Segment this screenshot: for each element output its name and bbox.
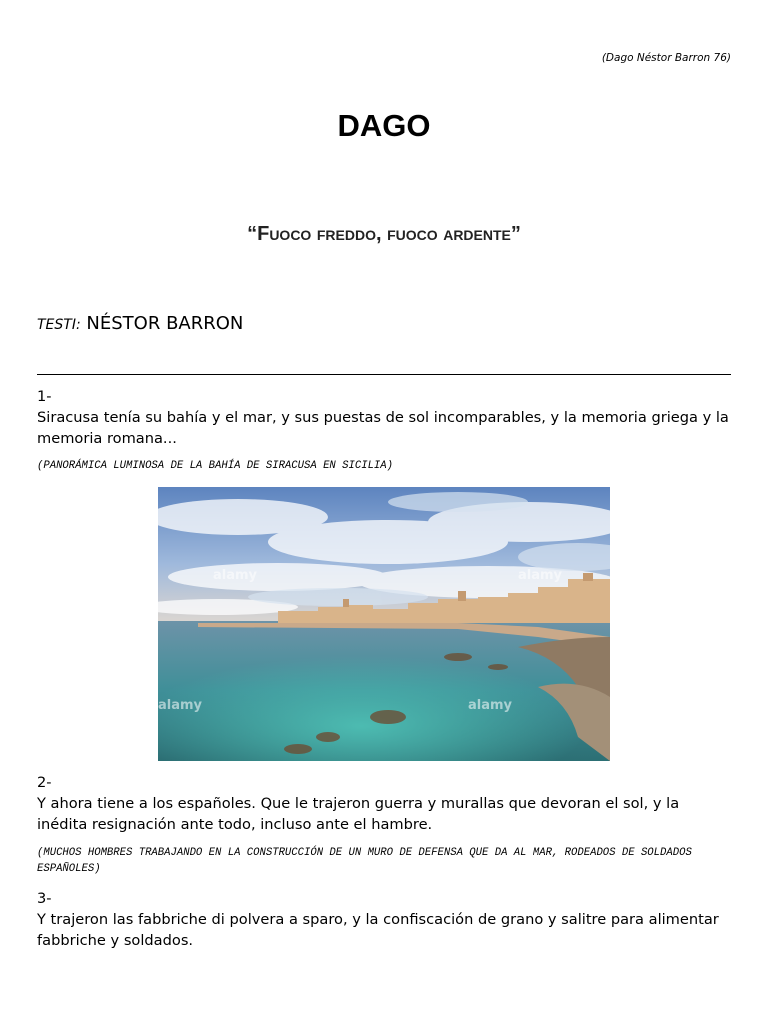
document-title: DAGO <box>337 108 431 143</box>
scene-number: 3- <box>37 890 52 907</box>
scene-1 <box>37 386 731 449</box>
header-note: (Dago Néstor Barron 76) <box>601 52 731 64</box>
divider <box>37 374 731 375</box>
stage-direction: (MUCHOS HOMBRES TRABAJANDO EN LA CONSTRUCCIÓN DE UN MURO DE DEFENSA QUE DA AL MAR, RODEADOS DE SOLDADOS ESPAÑOLES) <box>37 847 692 875</box>
scene-text: Y ahora tiene a los españoles. Que le trajeron guerra y murallas que devoran el sol, y la inédita resignación ante todo, incluso ante el hambre. <box>37 795 680 833</box>
watermark-text: alamy <box>213 568 258 583</box>
watermark-text: alamy <box>468 698 513 713</box>
watermark-text: alamy <box>518 568 563 583</box>
author-line <box>37 313 243 334</box>
scene-2 <box>37 772 731 835</box>
scene-text: Siracusa tenía su bahía y el mar, y sus puestas de sol incomparables, y la memoria griega y la memoria romana... <box>37 409 729 447</box>
siracusa-bay-photo <box>158 487 610 761</box>
scene-number: 1- <box>37 388 52 405</box>
watermark-text: alamy <box>158 698 203 713</box>
scene-text: Y trajeron las fabbriche di polvera a sparo, y la confiscación de grano y salitre para alimentar fabbriche y soldados. <box>37 911 719 949</box>
scene-3 <box>37 888 731 951</box>
author-label: TESTI: <box>37 317 81 333</box>
scene-number: 2- <box>37 774 52 791</box>
document-subtitle: “Fuoco freddo, fuoco ardente” <box>247 223 521 245</box>
stage-direction: (PANORÁMICA LUMINOSA DE LA BAHÍA DE SIRACUSA EN SICILIA) <box>37 460 394 472</box>
author-name: NÉSTOR BARRON <box>86 313 244 334</box>
